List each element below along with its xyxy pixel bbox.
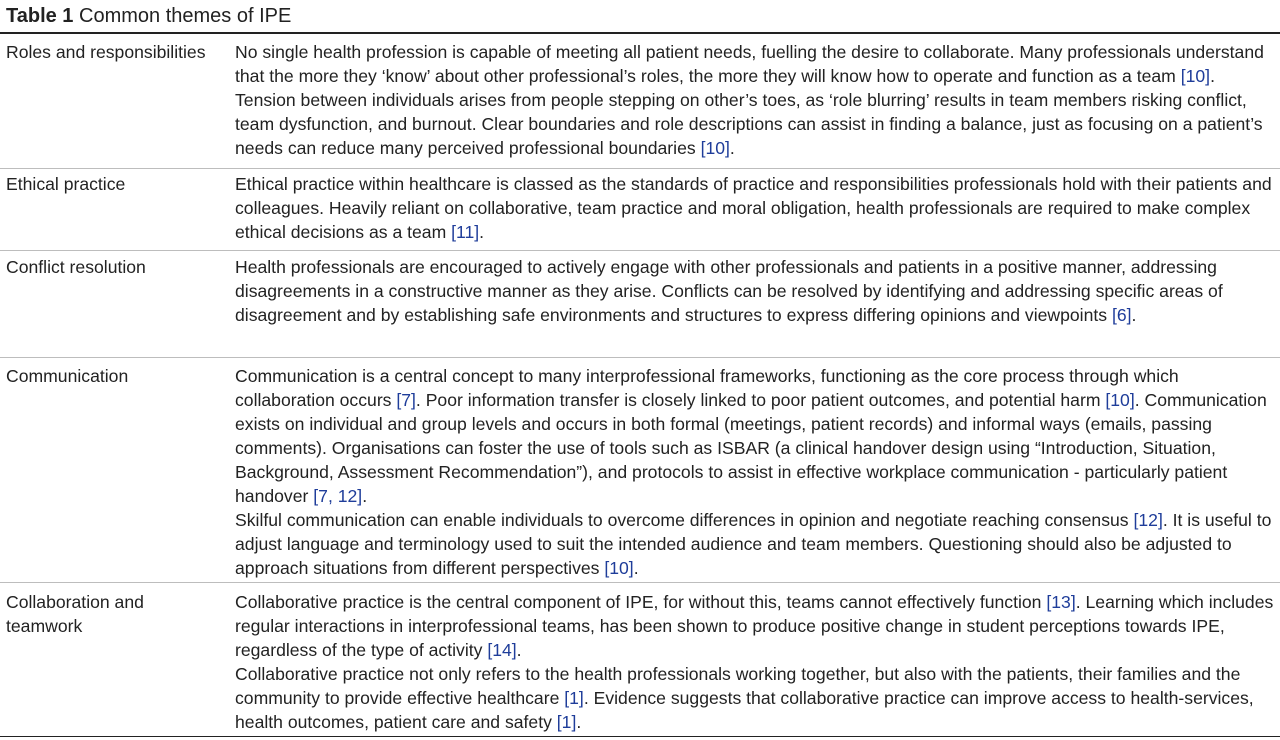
- description-text: . Learning which includes regular interactions in interprofessional teams, has been shown to produce positive change in student perceptions towards IPE, regardless of the type of activity: [235, 592, 1274, 660]
- desc-communication: [235, 364, 1280, 580]
- description-text: Ethical practice within healthcare is classed as the standards of practice and responsibilities professionals hold with their patients and colleagues. Heavily reliant on collaborative, team practice and moral obligation, health professionals are required to make complex ethical decisions as a team: [235, 174, 1272, 242]
- description-paragraph: [235, 508, 1280, 580]
- bottom-rule: [0, 736, 1280, 737]
- description-text: .: [362, 486, 368, 506]
- description-text: Communication is a central concept to many interprofessional frameworks, functioning as the core process through which collaboration occurs: [235, 366, 1179, 410]
- citation-link[interactable]: [10]: [604, 558, 634, 578]
- desc-roles: [235, 40, 1280, 160]
- top-rule: [0, 32, 1280, 34]
- table-caption: [6, 4, 291, 28]
- row-separator: [0, 168, 1280, 169]
- row-separator: [0, 250, 1280, 251]
- theme-ethical: Ethical practice: [6, 174, 126, 194]
- theme-conflict: Conflict resolution: [6, 257, 146, 277]
- description-text: . Evidence suggests that collaborative practice can improve access to health-services, health outcomes, patient care and safety: [235, 688, 1254, 732]
- citation-link[interactable]: [13]: [1046, 592, 1076, 612]
- description-text: Collaborative practice is the central component of IPE, for without this, teams cannot effectively function: [235, 592, 1047, 612]
- citation-link[interactable]: [7]: [396, 390, 416, 410]
- description-text: . Poor information transfer is closely linked to poor patient outcomes, and potential harm: [415, 390, 1106, 410]
- citation-link[interactable]: [6]: [1111, 305, 1132, 325]
- description-text: .: [633, 558, 639, 578]
- description-text: Collaborative practice not only refers to the health professionals working together, but also with the patients, their families and the community to provide effective healthcare: [235, 664, 1241, 708]
- description-text: No single health profession is capable of meeting all patient needs, fuelling the desire to collaborate. Many professionals understand that the more they ‘know’ about other professional’s roles, the more they will know how to operate and function as a team: [235, 42, 1264, 86]
- row-separator: [0, 357, 1280, 358]
- table-label: Table 1: [6, 5, 74, 27]
- citation-link[interactable]: [10]: [1105, 390, 1135, 410]
- description-text: .: [1131, 305, 1137, 325]
- citation-link[interactable]: [10]: [700, 138, 730, 158]
- citation-link[interactable]: [7, 12]: [313, 486, 363, 506]
- description-paragraph: [235, 255, 1280, 327]
- description-paragraph: [235, 662, 1280, 734]
- description-text: .: [479, 222, 485, 242]
- description-text: Skilful communication can enable individuals to overcome differences in opinion and negotiate reaching consensus: [235, 510, 1134, 530]
- description-text: .: [516, 640, 522, 660]
- desc-conflict: [235, 255, 1280, 327]
- theme-collaboration: Collaboration and teamwork: [6, 592, 144, 636]
- description-text: .: [576, 712, 582, 732]
- description-paragraph: [235, 364, 1280, 508]
- description-text: . It is useful to adjust language and terminology used to suit the intended audience and team members. Questioning should also be adjusted to approach situations from different perspectives: [235, 510, 1272, 578]
- table-title: Common themes of IPE: [79, 5, 292, 27]
- desc-ethical: [235, 172, 1280, 244]
- citation-link[interactable]: [14]: [487, 640, 517, 660]
- description-text: Health professionals are encouraged to actively engage with other professionals and patients in a positive manner, addressing disagreements in a constructive manner as they arise. Conflicts can be resolved by identifying and addressing specific areas of disagreement and by establishing safe environments and structures to express differing opinions and viewpoints: [235, 257, 1223, 325]
- theme-communication: Communication: [6, 366, 129, 386]
- description-paragraph: [235, 172, 1280, 244]
- citation-link[interactable]: [12]: [1133, 510, 1163, 530]
- citation-link[interactable]: [10]: [1180, 66, 1211, 86]
- citation-link[interactable]: [1]: [564, 688, 584, 708]
- description-paragraph: [235, 40, 1280, 160]
- row-separator: [0, 582, 1280, 583]
- desc-collaboration: [235, 590, 1280, 734]
- description-text: . Tension between individuals arises from people stepping on other’s toes, as ‘role blurring’ results in team members risking conflict, team dysfunction, and burnout. Clear boundaries and role descriptions can assist in finding a balance, just as focusing on a patient’s needs can reduce many perceived professional boundaries: [235, 66, 1263, 158]
- description-text: .: [729, 138, 735, 158]
- description-text: . Communication exists on individual and group levels and occurs in both formal (meetings, patient records) and informal ways (emails, passing comments). Organisations can foster the use of tools such as ISBAR (a clinical handover design using “Introduction, Situation, Background, Assessment Recommendation”), and protocols to assist in effective workplace communication - particularly patient handover: [235, 390, 1267, 506]
- citation-link[interactable]: [11]: [451, 222, 480, 242]
- theme-roles: Roles and responsibilities: [6, 42, 206, 62]
- citation-link[interactable]: [1]: [556, 712, 577, 732]
- description-paragraph: [235, 590, 1280, 662]
